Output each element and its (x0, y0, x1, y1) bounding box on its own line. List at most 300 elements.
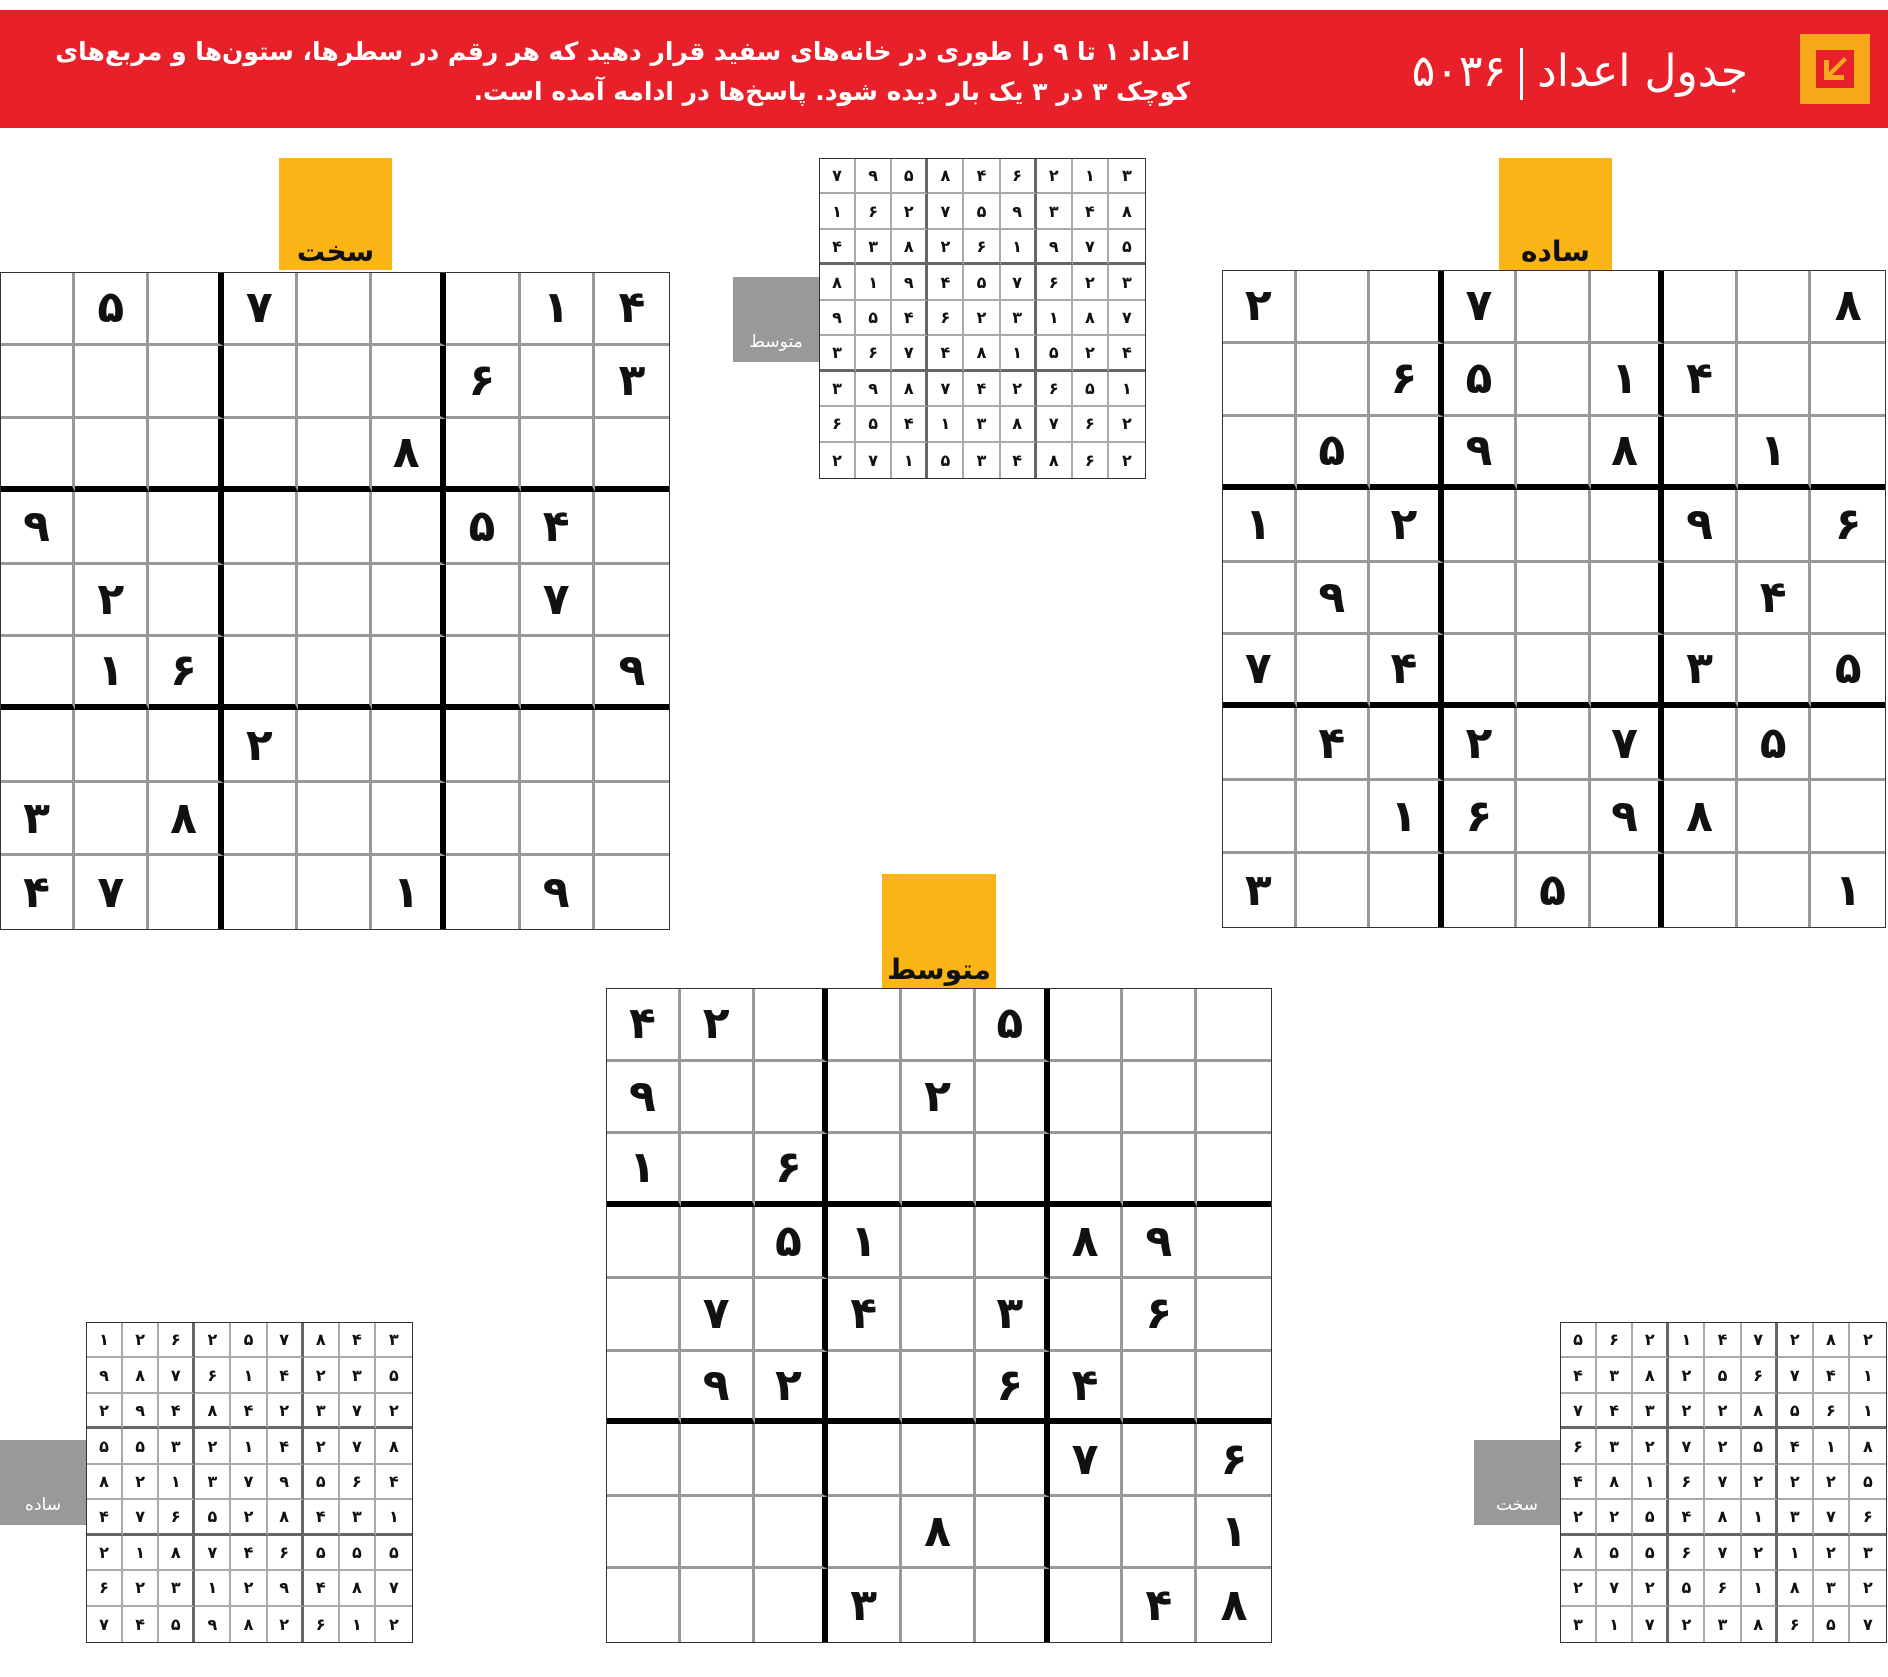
grid-cell[interactable] (298, 710, 372, 783)
grid-cell: ۷ (856, 443, 892, 478)
grid-cell: ۸ (376, 1429, 412, 1464)
grid-cell: ۵ (1850, 1465, 1886, 1500)
grid-cell: ۲ (304, 1358, 340, 1393)
grid-cell[interactable] (298, 419, 372, 492)
grid-cell: ۷ (268, 1323, 304, 1358)
grid-cell[interactable] (595, 856, 669, 929)
grid-cell: ۲ (1444, 708, 1518, 781)
grid-cell[interactable] (755, 1062, 829, 1135)
easy-solution-label (0, 1440, 86, 1525)
grid-cell: ۷ (1037, 407, 1073, 442)
grid-cell: ۳ (1778, 1500, 1814, 1535)
header-bar (0, 10, 1888, 128)
grid-cell[interactable] (1123, 1062, 1197, 1135)
grid-cell[interactable] (755, 1497, 829, 1570)
grid-cell: ۳ (1633, 1394, 1669, 1429)
grid-cell: ۵ (755, 1207, 829, 1280)
grid-cell: ۲ (224, 710, 298, 783)
grid-cell: ۴ (1, 856, 75, 929)
grid-cell[interactable] (1050, 1569, 1124, 1642)
grid-cell[interactable] (1811, 781, 1885, 854)
grid-cell: ۴ (159, 1394, 195, 1429)
grid-cell[interactable] (224, 637, 298, 710)
grid-cell[interactable] (1197, 1134, 1271, 1207)
grid-cell[interactable] (1370, 854, 1444, 927)
grid-cell[interactable] (1444, 563, 1518, 636)
medium-solution-grid (819, 158, 1146, 479)
grid-cell: ۵ (976, 989, 1050, 1062)
grid-cell: ۶ (159, 1500, 195, 1535)
grid-cell[interactable] (224, 492, 298, 565)
grid-cell: ۲ (376, 1394, 412, 1429)
grid-cell: ۴ (231, 1394, 267, 1429)
grid-cell[interactable] (1738, 490, 1812, 563)
grid-cell[interactable] (224, 783, 298, 856)
hard-puzzle-grid[interactable] (0, 272, 670, 930)
grid-cell[interactable] (1123, 1497, 1197, 1570)
grid-cell[interactable] (446, 565, 520, 638)
grid-cell: ۴ (376, 1465, 412, 1500)
medium-puzzle-grid[interactable] (606, 988, 1272, 1643)
grid-cell[interactable] (1197, 1062, 1271, 1135)
grid-cell[interactable] (828, 1062, 902, 1135)
grid-cell[interactable] (1370, 271, 1444, 344)
grid-cell[interactable] (1591, 635, 1665, 708)
grid-cell[interactable] (1297, 854, 1371, 927)
grid-cell: ۲ (1597, 1500, 1633, 1535)
grid-cell: ۴ (521, 492, 595, 565)
grid-cell[interactable] (298, 346, 372, 419)
grid-cell[interactable] (1123, 1352, 1197, 1425)
grid-cell[interactable] (1664, 271, 1738, 344)
grid-cell[interactable] (372, 710, 446, 783)
grid-cell[interactable] (298, 856, 372, 929)
grid-cell[interactable] (976, 1207, 1050, 1280)
grid-cell: ۳ (1850, 1536, 1886, 1571)
grid-cell[interactable] (224, 419, 298, 492)
grid-cell[interactable] (521, 710, 595, 783)
grid-cell[interactable] (521, 419, 595, 492)
grid-cell[interactable] (681, 1569, 755, 1642)
grid-cell: ۲ (123, 1571, 159, 1606)
grid-cell: ۶ (1037, 265, 1073, 300)
easy-label: ساده (1521, 235, 1590, 268)
grid-cell[interactable] (75, 492, 149, 565)
grid-cell[interactable] (1197, 1279, 1271, 1352)
grid-cell[interactable] (372, 492, 446, 565)
grid-cell[interactable] (446, 273, 520, 346)
grid-cell[interactable] (607, 1279, 681, 1352)
grid-cell[interactable] (446, 783, 520, 856)
grid-cell[interactable] (1591, 563, 1665, 636)
grid-cell[interactable] (446, 856, 520, 929)
grid-cell[interactable] (1370, 563, 1444, 636)
grid-cell: ۴ (928, 265, 964, 300)
grid-cell[interactable] (976, 1497, 1050, 1570)
grid-cell: ۳ (195, 1465, 231, 1500)
grid-cell: ۲ (123, 1465, 159, 1500)
grid-cell: ۸ (928, 159, 964, 194)
grid-cell[interactable] (224, 565, 298, 638)
grid-cell: ۱ (928, 407, 964, 442)
grid-cell[interactable] (755, 1569, 829, 1642)
grid-cell[interactable] (1591, 490, 1665, 563)
grid-cell[interactable] (1738, 635, 1812, 708)
grid-cell[interactable] (1664, 417, 1738, 490)
grid-cell[interactable] (1811, 417, 1885, 490)
grid-cell[interactable] (1517, 271, 1591, 344)
grid-cell: ۵ (1297, 417, 1371, 490)
grid-cell[interactable] (1, 710, 75, 783)
grid-cell[interactable] (224, 856, 298, 929)
grid-cell: ۲ (820, 443, 856, 478)
grid-cell[interactable] (755, 1279, 829, 1352)
grid-cell[interactable] (902, 1352, 976, 1425)
grid-cell: ۴ (123, 1607, 159, 1642)
grid-cell[interactable] (446, 637, 520, 710)
grid-cell[interactable] (607, 1207, 681, 1280)
grid-cell[interactable] (1, 419, 75, 492)
grid-cell[interactable] (446, 419, 520, 492)
grid-cell: ۷ (1597, 1571, 1633, 1606)
grid-cell[interactable] (372, 346, 446, 419)
grid-cell: ۴ (1705, 1323, 1741, 1358)
grid-cell: ۹ (1, 492, 75, 565)
grid-cell[interactable] (1050, 989, 1124, 1062)
grid-cell[interactable] (1, 565, 75, 638)
grid-cell[interactable] (595, 565, 669, 638)
grid-cell: ۵ (1705, 1358, 1741, 1393)
grid-cell[interactable] (902, 1424, 976, 1497)
grid-cell[interactable] (298, 565, 372, 638)
grid-cell[interactable] (1197, 1207, 1271, 1280)
grid-cell[interactable] (1664, 563, 1738, 636)
grid-cell: ۸ (964, 336, 1000, 371)
grid-cell[interactable] (149, 492, 223, 565)
grid-cell: ۶ (1123, 1279, 1197, 1352)
grid-cell[interactable] (607, 1352, 681, 1425)
grid-cell: ۶ (1669, 1536, 1705, 1571)
grid-cell[interactable] (681, 1134, 755, 1207)
grid-cell[interactable] (521, 783, 595, 856)
grid-cell[interactable] (1811, 563, 1885, 636)
grid-cell: ۱ (1591, 344, 1665, 417)
grid-cell[interactable] (681, 1424, 755, 1497)
grid-cell: ۸ (195, 1394, 231, 1429)
grid-cell[interactable] (149, 856, 223, 929)
grid-cell: ۸ (1591, 417, 1665, 490)
grid-cell[interactable] (149, 273, 223, 346)
grid-cell[interactable] (1050, 1062, 1124, 1135)
grid-cell[interactable] (1738, 781, 1812, 854)
grid-cell[interactable] (681, 1207, 755, 1280)
grid-cell[interactable] (298, 273, 372, 346)
grid-cell[interactable] (607, 1424, 681, 1497)
grid-cell[interactable] (828, 1424, 902, 1497)
grid-cell: ۴ (1669, 1500, 1705, 1535)
grid-cell[interactable] (1297, 781, 1371, 854)
grid-cell[interactable] (1370, 708, 1444, 781)
grid-cell: ۹ (892, 265, 928, 300)
grid-cell[interactable] (1591, 854, 1665, 927)
grid-cell[interactable] (1738, 344, 1812, 417)
grid-cell[interactable] (1223, 563, 1297, 636)
grid-cell[interactable] (1123, 1134, 1197, 1207)
grid-cell[interactable] (149, 346, 223, 419)
grid-cell: ۶ (446, 346, 520, 419)
grid-cell: ۸ (123, 1358, 159, 1393)
grid-cell: ۱ (828, 1207, 902, 1280)
grid-cell: ۲ (87, 1394, 123, 1429)
grid-cell[interactable] (149, 565, 223, 638)
grid-cell: ۶ (1001, 159, 1037, 194)
grid-cell: ۲ (1633, 1429, 1669, 1464)
grid-cell[interactable] (828, 1134, 902, 1207)
grid-cell: ۲ (1073, 265, 1109, 300)
grid-cell: ۲ (75, 565, 149, 638)
grid-cell[interactable] (828, 1352, 902, 1425)
grid-cell: ۷ (1814, 1500, 1850, 1535)
grid-cell[interactable] (75, 710, 149, 783)
grid-cell[interactable] (1738, 854, 1812, 927)
grid-cell: ۵ (376, 1536, 412, 1571)
grid-cell: ۴ (1109, 336, 1145, 371)
grid-cell[interactable] (1050, 1497, 1124, 1570)
grid-cell: ۶ (928, 301, 964, 336)
grid-cell[interactable] (1738, 271, 1812, 344)
grid-cell[interactable] (902, 1134, 976, 1207)
grid-cell: ۳ (340, 1500, 376, 1535)
grid-cell: ۳ (1, 783, 75, 856)
grid-cell: ۶ (1811, 490, 1885, 563)
grid-cell[interactable] (1517, 635, 1591, 708)
grid-cell: ۴ (1814, 1358, 1850, 1393)
grid-cell[interactable] (521, 637, 595, 710)
grid-cell: ۵ (304, 1536, 340, 1571)
grid-cell[interactable] (1, 346, 75, 419)
grid-cell: ۸ (1109, 194, 1145, 229)
grid-cell[interactable] (607, 1569, 681, 1642)
medium-label-tab (882, 874, 996, 988)
grid-cell: ۶ (856, 336, 892, 371)
grid-cell[interactable] (607, 1497, 681, 1570)
grid-cell[interactable] (1197, 989, 1271, 1062)
grid-cell: ۲ (1814, 1465, 1850, 1500)
grid-cell: ۴ (1123, 1569, 1197, 1642)
grid-cell[interactable] (75, 346, 149, 419)
grid-cell[interactable] (1297, 271, 1371, 344)
grid-cell[interactable] (149, 419, 223, 492)
grid-cell: ۴ (304, 1571, 340, 1606)
grid-cell[interactable] (1223, 344, 1297, 417)
grid-cell[interactable] (1444, 854, 1518, 927)
grid-cell: ۶ (1669, 1465, 1705, 1500)
grid-cell[interactable] (1664, 708, 1738, 781)
grid-cell: ۹ (1591, 781, 1665, 854)
grid-cell[interactable] (902, 989, 976, 1062)
grid-cell[interactable] (1517, 563, 1591, 636)
medium-label: متوسط (887, 953, 991, 986)
grid-cell[interactable] (755, 989, 829, 1062)
grid-cell: ۸ (892, 230, 928, 265)
grid-cell: ۵ (892, 159, 928, 194)
grid-cell: ۷ (1742, 1323, 1778, 1358)
grid-cell: ۱ (1778, 1536, 1814, 1571)
grid-cell[interactable] (1223, 781, 1297, 854)
grid-cell[interactable] (1223, 708, 1297, 781)
grid-cell[interactable] (298, 637, 372, 710)
grid-cell[interactable] (1664, 854, 1738, 927)
grid-cell: ۸ (340, 1571, 376, 1606)
grid-cell: ۱ (1834, 865, 1862, 917)
grid-cell: ۴ (595, 273, 669, 346)
grid-cell: ۸ (304, 1323, 340, 1358)
grid-cell: ۱ (820, 194, 856, 229)
grid-cell: ۷ (1705, 1465, 1741, 1500)
grid-cell: ۷ (1223, 635, 1297, 708)
grid-cell: ۷ (87, 1607, 123, 1642)
grid-cell[interactable] (75, 783, 149, 856)
grid-cell: ۲ (1850, 1571, 1886, 1606)
easy-puzzle-grid[interactable] (1222, 270, 1886, 928)
grid-cell: ۷ (820, 159, 856, 194)
grid-cell: ۱ (1850, 1394, 1886, 1429)
grid-cell: ۲ (755, 1352, 829, 1425)
grid-cell[interactable] (1517, 344, 1591, 417)
grid-cell[interactable] (298, 783, 372, 856)
grid-cell[interactable] (1, 637, 75, 710)
grid-cell[interactable] (1197, 1352, 1271, 1425)
grid-cell[interactable] (1517, 417, 1591, 490)
grid-cell: ۷ (1669, 1429, 1705, 1464)
hard-solution-grid (1560, 1322, 1887, 1643)
grid-cell[interactable] (755, 1424, 829, 1497)
grid-cell[interactable] (1444, 635, 1518, 708)
grid-cell[interactable] (1050, 1279, 1124, 1352)
grid-cell[interactable] (1444, 490, 1518, 563)
grid-cell[interactable] (976, 1134, 1050, 1207)
grid-cell: ۷ (1073, 230, 1109, 265)
grid-cell: ۵ (1561, 1323, 1597, 1358)
grid-cell[interactable] (828, 1497, 902, 1570)
grid-cell[interactable] (1591, 271, 1665, 344)
grid-cell: ۸ (1597, 1465, 1633, 1500)
grid-cell[interactable] (372, 783, 446, 856)
grid-cell: ۶ (1850, 1500, 1886, 1535)
grid-cell: ۱ (231, 1358, 267, 1393)
grid-cell[interactable] (298, 492, 372, 565)
grid-cell[interactable] (372, 565, 446, 638)
grid-cell[interactable] (976, 1062, 1050, 1135)
grid-cell[interactable] (1297, 344, 1371, 417)
grid-cell: ۶ (1197, 1424, 1271, 1497)
grid-cell: ۵ (195, 1500, 231, 1535)
grid-cell: ۷ (1050, 1424, 1124, 1497)
grid-cell[interactable] (681, 1062, 755, 1135)
grid-cell: ۲ (681, 989, 755, 1062)
grid-cell: ۳ (856, 230, 892, 265)
grid-cell: ۱ (1109, 372, 1145, 407)
grid-cell: ۸ (1561, 1536, 1597, 1571)
grid-cell[interactable] (902, 1207, 976, 1280)
grid-cell: ۷ (1109, 301, 1145, 336)
grid-cell: ۶ (159, 1323, 195, 1358)
hard-label: سخت (296, 235, 375, 268)
grid-cell: ۲ (1633, 1571, 1669, 1606)
grid-cell: ۵ (1517, 854, 1591, 927)
grid-cell: ۶ (340, 1465, 376, 1500)
grid-cell[interactable] (372, 637, 446, 710)
grid-cell: ۲ (1778, 1465, 1814, 1500)
grid-cell[interactable] (1297, 490, 1371, 563)
grid-cell: ۳ (304, 1394, 340, 1429)
grid-cell[interactable] (681, 1497, 755, 1570)
grid-cell: ۱ (1001, 230, 1037, 265)
grid-cell[interactable] (1517, 490, 1591, 563)
grid-cell: ۶ (820, 407, 856, 442)
grid-cell: ۱ (1742, 1571, 1778, 1606)
grid-cell[interactable] (828, 989, 902, 1062)
grid-cell[interactable] (902, 1569, 976, 1642)
grid-cell: ۳ (828, 1569, 902, 1642)
grid-cell: ۹ (123, 1394, 159, 1429)
grid-cell[interactable] (1223, 417, 1297, 490)
grid-cell: ۱ (87, 1323, 123, 1358)
grid-cell: ۹ (681, 1352, 755, 1425)
grid-cell[interactable] (1297, 635, 1371, 708)
grid-cell: ۷ (1778, 1358, 1814, 1393)
grid-cell[interactable] (595, 492, 669, 565)
grid-cell[interactable] (1811, 344, 1885, 417)
grid-cell[interactable] (446, 710, 520, 783)
grid-cell: ۱ (1597, 1607, 1633, 1642)
grid-cell[interactable] (149, 710, 223, 783)
grid-cell[interactable] (976, 1569, 1050, 1642)
grid-cell[interactable] (224, 346, 298, 419)
grid-cell[interactable] (521, 346, 595, 419)
grid-cell: ۳ (1705, 1607, 1741, 1642)
grid-cell: ۳ (1001, 301, 1037, 336)
grid-cell[interactable] (1050, 1134, 1124, 1207)
grid-cell: ۴ (607, 989, 681, 1062)
grid-cell: ۶ (304, 1607, 340, 1642)
grid-cell[interactable] (1123, 1424, 1197, 1497)
grid-cell[interactable] (1, 273, 75, 346)
grid-cell: ۳ (1223, 854, 1297, 927)
grid-cell: ۹ (1664, 490, 1738, 563)
grid-cell[interactable] (1123, 989, 1197, 1062)
grid-cell: ۶ (268, 1536, 304, 1571)
grid-cell[interactable] (1517, 781, 1591, 854)
grid-cell: ۲ (1742, 1536, 1778, 1571)
grid-cell: ۷ (892, 336, 928, 371)
grid-cell[interactable] (976, 1424, 1050, 1497)
grid-cell[interactable] (1811, 708, 1885, 781)
grid-cell: ۴ (1664, 344, 1738, 417)
grid-cell[interactable] (1517, 708, 1591, 781)
grid-cell[interactable] (595, 419, 669, 492)
grid-cell[interactable] (595, 710, 669, 783)
grid-cell[interactable] (75, 419, 149, 492)
grid-cell[interactable] (595, 783, 669, 856)
grid-cell: ۸ (892, 372, 928, 407)
grid-cell[interactable] (902, 1279, 976, 1352)
grid-cell[interactable] (1370, 417, 1444, 490)
grid-cell: ۹ (607, 1062, 681, 1135)
grid-cell[interactable] (372, 273, 446, 346)
grid-cell: ۲ (1001, 372, 1037, 407)
grid-cell: ۲ (1742, 1465, 1778, 1500)
